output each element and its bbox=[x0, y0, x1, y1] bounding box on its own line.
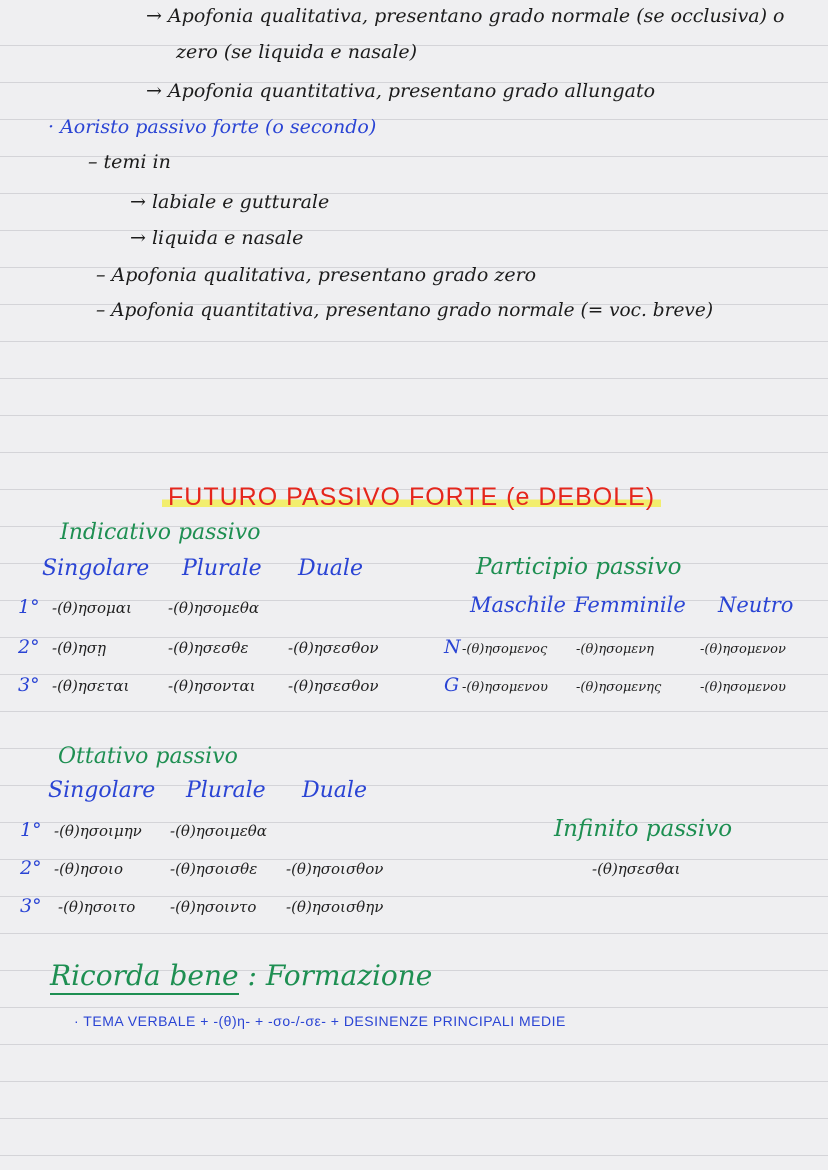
indicativo-col-plurale: Plurale bbox=[182, 556, 262, 581]
indicativo-col-duale: Duale bbox=[298, 556, 363, 581]
participio-n-fem: -(θ)ησομενη bbox=[576, 642, 654, 657]
apofonia-qualitativa-aoristo: – Apofonia qualitativa, presentano grado zero bbox=[96, 264, 537, 286]
indicativo-2-dual: -(θ)ησεσθον bbox=[288, 639, 379, 657]
labiale-gutturale-item: → labiale e gutturale bbox=[130, 191, 330, 213]
ottativo-3-dual: -(θ)ησοισθην bbox=[286, 898, 384, 916]
ottativo-1-sing: -(θ)ησοιμην bbox=[54, 822, 142, 840]
ottativo-2-plur: -(θ)ησοισθε bbox=[170, 860, 258, 878]
aoristo-heading: · Aoristo passivo forte (o secondo) bbox=[48, 116, 377, 138]
indicativo-2-plur: -(θ)ησεσθε bbox=[168, 639, 249, 657]
apofonia-quantitativa-line: → Apofonia quantitativa, presentano grado allungato bbox=[146, 80, 656, 102]
indicativo-3-plur: -(θ)ησονται bbox=[168, 677, 256, 695]
participio-col-maschile: Maschile bbox=[470, 593, 566, 617]
participio-g-masc: -(θ)ησομενου bbox=[462, 680, 548, 695]
participio-heading: Participio passivo bbox=[476, 554, 682, 580]
indicativo-heading: Indicativo passivo bbox=[60, 520, 261, 545]
ottativo-person-3: 3° bbox=[20, 895, 42, 917]
ottativo-col-singolare: Singolare bbox=[48, 778, 156, 803]
participio-case-g: G bbox=[444, 674, 460, 696]
indicativo-col-singolare: Singolare bbox=[42, 556, 150, 581]
participio-col-neutro: Neutro bbox=[718, 593, 794, 617]
apofonia-quantitativa-aoristo: – Apofonia quantitativa, presentano grado normale (= voc. breve) bbox=[96, 300, 714, 321]
ottativo-1-plur: -(θ)ησοιμεθα bbox=[170, 822, 267, 840]
apofonia-qualitativa-line: → Apofonia qualitativa, presentano grado normale (se occlusiva) o bbox=[146, 5, 785, 27]
participio-g-neut: -(θ)ησομενου bbox=[700, 680, 786, 695]
indicativo-3-sing: -(θ)ησεται bbox=[52, 677, 130, 695]
ottativo-col-duale: Duale bbox=[302, 778, 367, 803]
indicativo-person-1: 1° bbox=[18, 596, 40, 618]
indicativo-person-2: 2° bbox=[18, 636, 40, 658]
formazione-label: Formazione bbox=[265, 959, 433, 992]
ricorda-bene-label: Ricorda bene bbox=[50, 959, 239, 995]
participio-case-n: N bbox=[444, 636, 461, 658]
ricorda-separator: : bbox=[247, 959, 257, 992]
ottativo-2-sing: -(θ)ησοιο bbox=[54, 860, 123, 878]
infinito-heading: Infinito passivo bbox=[554, 816, 733, 842]
indicativo-3-dual: -(θ)ησεσθον bbox=[288, 677, 379, 695]
infinito-form: -(θ)ησεσθαι bbox=[592, 860, 681, 878]
ottativo-heading: Ottativo passivo bbox=[58, 744, 238, 769]
participio-n-neut: -(θ)ησομενον bbox=[700, 642, 786, 657]
ottativo-3-plur: -(θ)ησοιντο bbox=[170, 898, 257, 916]
liquida-nasale-item: → liquida e nasale bbox=[130, 227, 304, 249]
participio-col-femminile: Femminile bbox=[574, 593, 686, 617]
ottativo-person-2: 2° bbox=[20, 857, 42, 879]
participio-n-masc: -(θ)ησομενος bbox=[462, 642, 548, 657]
temi-in-label: – temi in bbox=[88, 151, 171, 173]
ottativo-col-plurale: Plurale bbox=[186, 778, 266, 803]
ottativo-person-1: 1° bbox=[20, 819, 42, 841]
indicativo-1-plur: -(θ)ησομεθα bbox=[168, 599, 260, 617]
indicativo-2-sing: -(θ)ησῃ bbox=[52, 639, 107, 657]
formazione-formula: · TEMA VERBALE + -(θ)η- + -σο-/-σε- + DESINENZE PRINCIPALI MEDIE bbox=[74, 1013, 566, 1029]
apofonia-qualitativa-continuation: zero (se liquida e nasale) bbox=[176, 41, 418, 63]
indicativo-person-3: 3° bbox=[18, 674, 40, 696]
participio-g-fem: -(θ)ησομενης bbox=[576, 680, 662, 695]
ottativo-3-sing: -(θ)ησοιτο bbox=[58, 898, 136, 916]
ricorda-heading bbox=[50, 959, 433, 992]
ottativo-2-dual: -(θ)ησοισθον bbox=[286, 860, 384, 878]
indicativo-1-sing: -(θ)ησομαι bbox=[52, 599, 132, 617]
page-title: FUTURO PASSIVO FORTE (e DEBOLE) bbox=[162, 484, 661, 510]
